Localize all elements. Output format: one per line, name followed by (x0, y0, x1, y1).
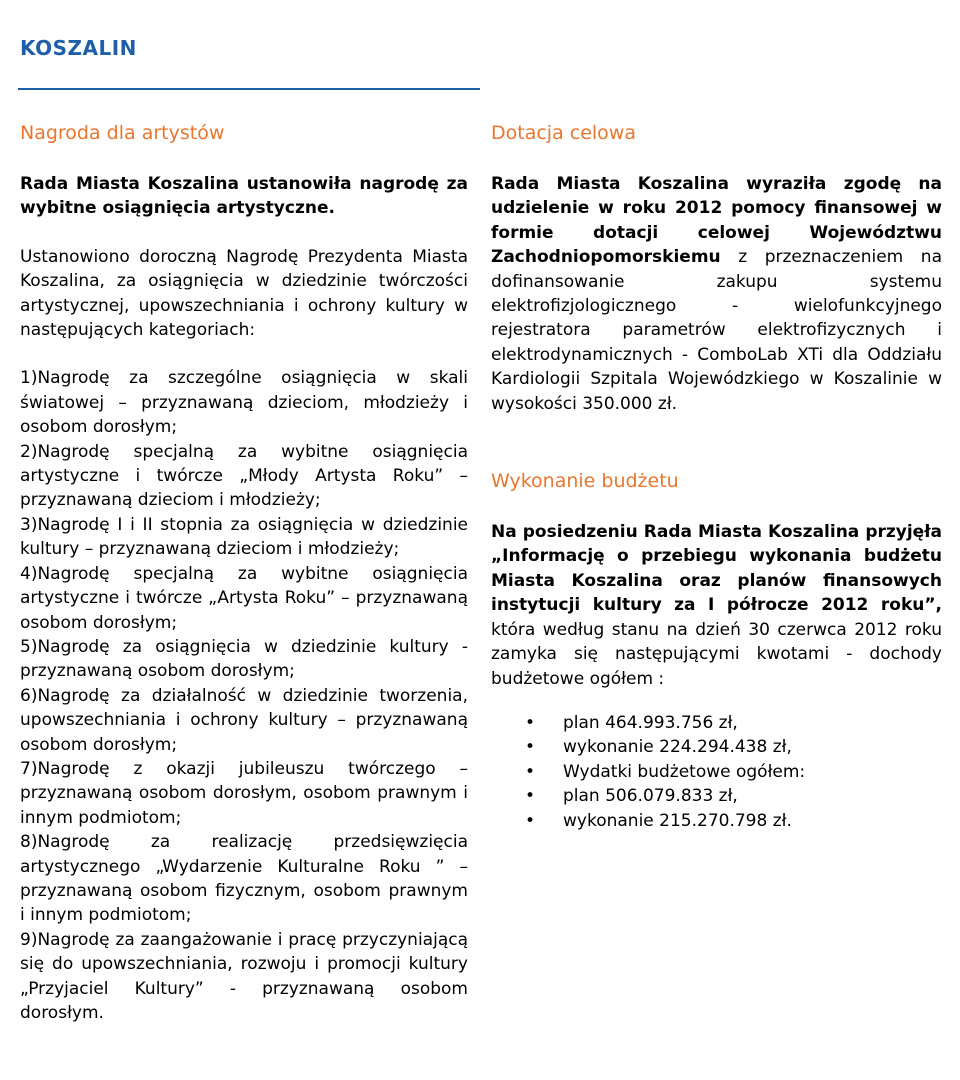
award-item: 7)Nagrodę z okazji jubileuszu twórczego – przyznawaną osobom dorosłym, osobom prawnym i innym podmiotom; (20, 758, 468, 828)
list-item-text: wykonanie 215.270.798 zł. (563, 810, 792, 831)
award-item: 2)Nagrodę specjalną za wybitne osiągnięcia artystyczne i twórcze „Młody Artysta Roku” – przyznawaną dzieciom i młodzieży; (20, 441, 468, 511)
bullet-icon: • (525, 761, 536, 782)
list-item-text: plan 464.993.756 zł, (563, 712, 738, 733)
budget-bullet-list (491, 711, 942, 833)
bullet-icon: • (525, 737, 536, 758)
award-item: 9)Nagrodę za zaangażowanie i pracę przyczyniającą się do upowszechniania, rozwoju i promocji kultury „Przyjaciel Kultury” - przyznawaną osobom dorosłym. (20, 929, 468, 1023)
award-item: 5)Nagrodę za osiągnięcia w dziedzinie kultury - przyznawaną osobom dorosłym; (20, 636, 468, 682)
list-item-text: plan 506.079.833 zł, (563, 786, 738, 807)
right-column (491, 122, 942, 833)
list-item-text: wykonanie 224.294.438 zł, (563, 737, 792, 758)
budzet-paragraph (491, 520, 942, 691)
section-heading-dotacja: Dotacja celowa (491, 122, 636, 144)
award-list (20, 366, 468, 1025)
budzet-text: która według stanu na dzień 30 czerwca 2012 roku zamyka się następującymi kwotami - dochody budżetowe ogółem : (491, 619, 942, 689)
bullet-icon: • (525, 712, 536, 733)
page-header (20, 36, 137, 60)
award-item: 3)Nagrodę I i II stopnia za osiągnięcia w dziedzinie kultury – przyznawaną dzieciom i młodzieży; (20, 514, 468, 560)
award-item: 1)Nagrodę za szczególne osiągnięcia w skali światowej – przyznawaną dzieciom, młodzieży i osobom dorosłym; (20, 368, 468, 438)
list-item (491, 809, 942, 833)
list-item-text: Wydatki budżetowe ogółem: (563, 761, 806, 782)
list-item (491, 711, 942, 735)
intro-paragraph: Ustanowiono doroczną Nagrodę Prezydenta Miasta Koszalina, za osiągnięcia w dziedzinie twórczości artystycznej, upowszechniania i ochrony kultury w następujących kategoriach: (20, 246, 468, 341)
list-item (491, 760, 942, 784)
dotacja-paragraph (491, 172, 942, 416)
city-title: KOSZALIN (20, 36, 137, 60)
bullet-icon: • (525, 786, 536, 807)
award-item: 8)Nagrodę za realizację przedsięwzięcia artystycznego „Wydarzenie Kulturalne Roku ” – przyznawaną osobom fizycznym, osobom prawnym i innym podmiotom; (20, 832, 468, 926)
list-item (491, 735, 942, 759)
section-heading-nagroda: Nagroda dla artystów (20, 122, 225, 144)
award-item: 4)Nagrodę specjalną za wybitne osiągnięcia artystyczne i twórcze „Artysta Roku” – przyznawaną osobom dorosłym; (20, 563, 468, 633)
left-column (20, 122, 468, 1025)
list-item (491, 784, 942, 808)
dotacja-text: z przeznaczeniem na dofinansowanie zakupu systemu elektrofizjologicznego - wielofunkcyjnego rejestratora parametrów elektrofizycznych i elektrodynamicznych - ComboLab XTi dla Oddziału Kardiologii Szpitala Wojewódzkiego w Koszalinie w wysokości 350.000 zł. (491, 247, 942, 414)
dotacja-bold-text: Rada Miasta Koszalina wyraziła zgodę na udzielenie w roku 2012 pomocy finansowej w formie dotacji celowej Województwu Zachodniopomorskiemu (491, 174, 942, 268)
lead-paragraph: Rada Miasta Koszalina ustanowiła nagrodę za wybitne osiągnięcia artystyczne. (20, 174, 468, 219)
section-heading-budzet: Wykonanie budżetu (491, 470, 679, 493)
header-divider (18, 88, 480, 90)
award-item: 6)Nagrodę za działalność w dziedzinie tworzenia, upowszechniania i ochrony kultury – przyznawaną osobom dorosłym; (20, 685, 468, 755)
budzet-bold-text: Na posiedzeniu Rada Miasta Koszalina przyjęła „Informację o przebiegu wykonania budżetu Miasta Koszalina oraz planów finansowych instytucji kultury za I półrocze 2012 roku”, (491, 522, 942, 616)
bullet-icon: • (525, 810, 536, 831)
